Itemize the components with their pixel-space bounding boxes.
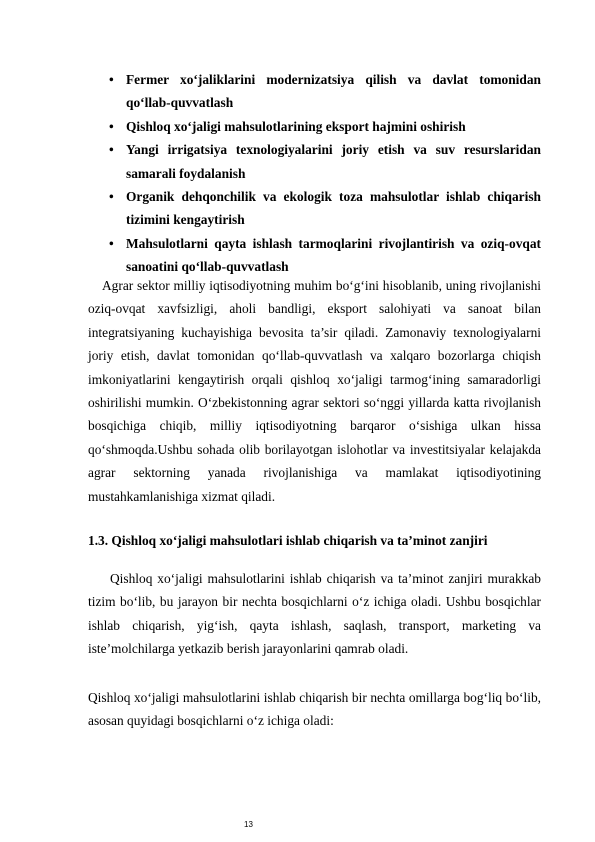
list-item-text: Qishloq xo‘jaligi mahsulotlarining eksport hajmini oshirish — [126, 118, 466, 134]
page-number: 13 — [244, 820, 253, 829]
list-item — [109, 185, 541, 232]
paragraph-supply-chain: Qishloq xo‘jaligi mahsulotlarini ishlab chiqarish va ta’minot zanjiri murakkab tizim bo‘lib, bu jarayon bir nechta bosqichlarni o‘z ichiga oladi. Ushbu bosqichlar ishlab chiqarish, yig‘ish, qayta ishlash, saqlash, transport, marketing va iste’molchilarga yetkazib berish jarayonlarini qamrab oladi. — [88, 571, 541, 657]
list-item — [109, 68, 541, 115]
list-item — [109, 232, 541, 279]
list-item — [109, 138, 541, 185]
list-item-text: Fermer xo‘jaliklarini modernizatsiya qilish va davlat tomonidan qo‘llab-quvvatlash — [126, 72, 541, 111]
bullet-icon: • — [109, 142, 114, 158]
bullet-icon: • — [109, 189, 114, 205]
bullet-list — [109, 68, 541, 279]
section-heading: 1.3. Qishloq xo‘jaligi mahsulotlari ishlab chiqarish va ta’minot zanjiri — [88, 533, 488, 548]
list-item-text: Organik dehqonchilik va ekologik toza mahsulotlar ishlab chiqarish tizimini kengaytirish — [126, 189, 541, 228]
bullet-icon: • — [109, 72, 114, 87]
bullet-icon: • — [109, 235, 114, 251]
paragraph-agrar-sektor: Agrar sektor milliy iqtisodiyotning muhim bo‘g‘ini hisoblanib, uning rivojlanishi oziq-ovqat xavfsizligi, aholi bandligi, eksport salohiyati va sanoat bilan integratsiyaning kuchayishiga bevosita ta’sir qiladi. Zamonaviy texnologiyalarni joriy etish, davlat tomonidan qo‘llab-quvvatlash va xalqaro bozorlarga chiqish imkoniyatlarini kengaytirish orqali qishloq xo‘jaligi tarmog‘ining samaradorligi oshirilishi mumkin. O‘zbekistonning agrar sektori so‘nggi yillarda katta rivojlanish bosqichiga chiqib, milliy iqtisodiyotning barqaror o‘sishiga ulkan hissa qo‘shmoqda.Ushbu sohada olib borilayotgan islohotlar va investitsiyalar kelajakda agrar sektorning yanada rivojlanishiga va mamlakat iqtisodiyotining mustahkamlanishiga xizmat qiladi. — [88, 278, 541, 504]
list-item-text: Yangi irrigatsiya texnologiyalarini joriy etish va suv resurslaridan samarali foydalanish — [126, 142, 541, 181]
list-item-text: Mahsulotlarni qayta ishlash tarmoqlarini rivojlantirish va oziq-ovqat sanoatini qo‘llab-quvvatlash — [126, 235, 541, 275]
bullet-icon: • — [109, 118, 114, 134]
list-item — [109, 115, 541, 138]
paragraph-production-stages: Qishloq xo‘jaligi mahsulotlarini ishlab chiqarish bir nechta omillarga bog‘liq bo‘lib, asosan quyidagi bosqichlarni o‘z ichiga oladi: — [88, 690, 541, 729]
